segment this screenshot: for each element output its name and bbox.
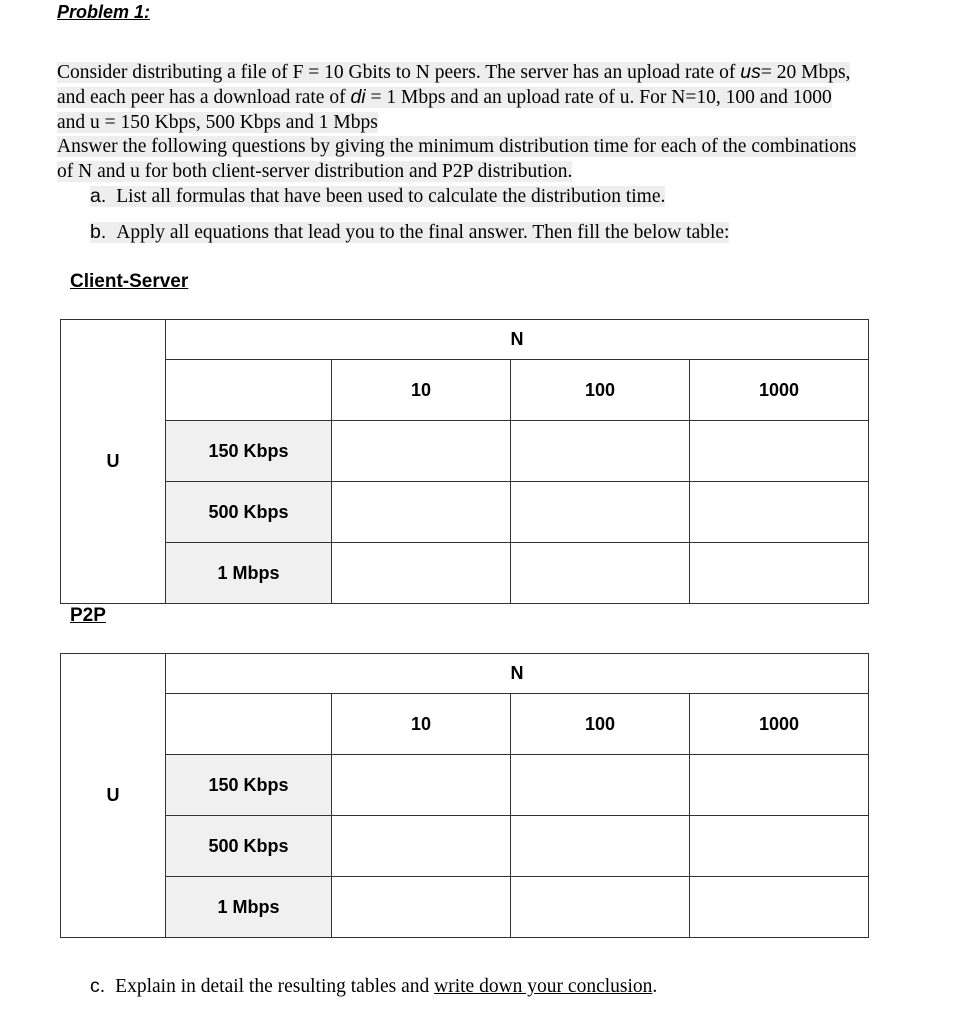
corner-cell (166, 694, 332, 755)
row-label-500-kbps: 500 Kbps (166, 482, 332, 543)
column-header-1000: 1000 (690, 360, 869, 421)
column-header-10: 10 (332, 360, 511, 421)
row-label-1-mbps: 1 Mbps (166, 543, 332, 604)
column-header-1000: 1000 (690, 694, 869, 755)
us-variable: us (740, 61, 761, 83)
answer-cell[interactable] (511, 816, 690, 877)
question-b (90, 220, 729, 245)
corner-cell (166, 360, 332, 421)
problem-intro (57, 60, 952, 135)
answer-cell[interactable] (511, 421, 690, 482)
answer-cell[interactable] (690, 755, 869, 816)
di-variable: di (350, 86, 366, 108)
answer-cell[interactable] (690, 421, 869, 482)
answer-cell[interactable] (690, 543, 869, 604)
row-label-150-kbps: 150 Kbps (166, 755, 332, 816)
u-axis-label: U (106, 785, 120, 805)
answer-cell[interactable] (332, 421, 511, 482)
client-server-table (60, 319, 869, 604)
answer-cell[interactable] (511, 755, 690, 816)
answer-cell[interactable] (511, 543, 690, 604)
row-label-150-kbps: 150 Kbps (166, 421, 332, 482)
n-axis-header: N (166, 654, 869, 694)
n-axis-header: N (166, 320, 869, 360)
question-b-text: Apply all equations that lead you to the final answer. Then fill the below table: (116, 222, 730, 243)
u-axis-label: U (106, 451, 120, 471)
question-c-text-2: write down your conclusion (434, 976, 653, 997)
answer-cell[interactable] (332, 543, 511, 604)
intro-text-3: and each peer has a download rate of (57, 87, 346, 108)
intro-text-2: = 20 Mbps, (760, 62, 851, 83)
column-header-100: 100 (511, 694, 690, 755)
column-header-100: 100 (511, 360, 690, 421)
intro-text-1: Consider distributing a file of F = 10 Gbits to N peers. The server has an upload rate of (57, 62, 736, 83)
answer-instructions (57, 134, 952, 184)
u-axis-cell (61, 320, 166, 604)
answer-cell[interactable] (332, 877, 511, 938)
answer-cell[interactable] (511, 877, 690, 938)
problem-title: Problem 1: (57, 2, 151, 22)
answer-text-2: of N and u for both client-server distribution and P2P distribution. (57, 161, 573, 182)
question-c-label: c. (90, 975, 106, 997)
question-a-label: a. (90, 185, 107, 207)
row-label-500-kbps: 500 Kbps (166, 816, 332, 877)
row-label-1-mbps: 1 Mbps (166, 877, 332, 938)
question-c (90, 975, 657, 998)
question-a-text: List all formulas that have been used to calculate the distribution time. (116, 186, 666, 207)
question-a (90, 184, 665, 209)
client-server-title: Client-Server (70, 271, 189, 292)
answer-cell[interactable] (332, 816, 511, 877)
answer-cell[interactable] (332, 755, 511, 816)
column-header-10: 10 (332, 694, 511, 755)
question-c-text-3: . (652, 976, 658, 997)
intro-text-5: and u = 150 Kbps, 500 Kbps and 1 Mbps (57, 112, 378, 133)
answer-cell[interactable] (690, 482, 869, 543)
p2p-table (60, 653, 869, 938)
question-b-label: b. (90, 221, 107, 243)
answer-cell[interactable] (690, 877, 869, 938)
answer-text-1: Answer the following questions by giving the minimum distribution time for each of the combinations (57, 136, 857, 157)
answer-cell[interactable] (690, 816, 869, 877)
question-c-text-1: Explain in detail the resulting tables and (115, 976, 430, 997)
intro-text-4: = 1 Mbps and an upload rate of u. For N=10, 100 and 1000 (370, 87, 832, 108)
u-axis-cell (61, 654, 166, 938)
answer-cell[interactable] (511, 482, 690, 543)
p2p-title: P2P (70, 605, 106, 626)
answer-cell[interactable] (332, 482, 511, 543)
